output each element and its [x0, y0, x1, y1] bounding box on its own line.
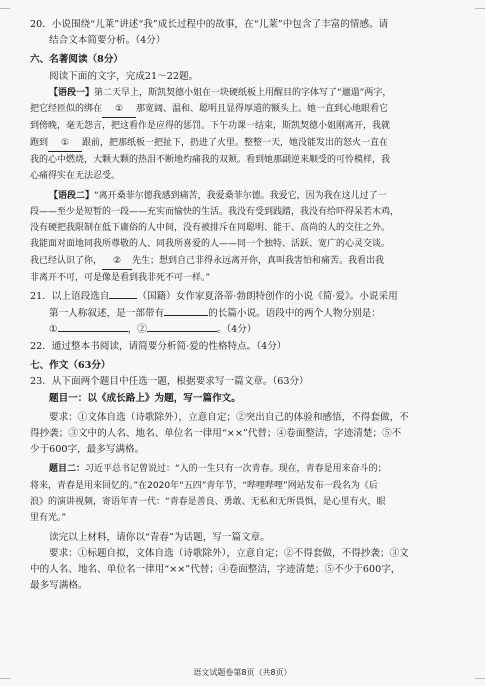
question-21: [30, 289, 455, 338]
passage-2-line: 我已经认识了你，: [30, 255, 103, 266]
passage-2-label: 【语段二】: [49, 190, 95, 201]
character-1-blank[interactable]: [58, 331, 128, 332]
passage-1-line: 到傍晚，毫无怨言，把这看作是应得的惩罚。下午功课一结束，斯凯契德小姐刚离开，我就: [30, 121, 391, 132]
passage-1-line: 第二天早上，斯凯契德小姐在一块硬纸板上用醒目的字体写了“邋遢”两字，: [94, 87, 392, 98]
passage-1-line: 心痛得实在无法忍受。: [30, 171, 121, 182]
blank-1b: ①: [48, 135, 82, 152]
passage-1-line: 跟前，把那纸板一把扯下，扔进了火里。整整一天，她没能发出的怒火一直在: [82, 137, 389, 148]
q20-line2: 结合文本简要分析。（4分）: [49, 35, 166, 47]
topic-2-material: 将来，青春是用来回忆的。”在2020年“五四”青年节，“哔哩哔哩”网站发布一段名为《后: [30, 480, 378, 491]
question-22: 22．通过整本书阅读，请简要分析简·爱的性格特点。（4分）: [30, 340, 287, 352]
q21-text: 第一人称叙述，是一部带有: [49, 307, 165, 319]
passage-1-line: 我的心中燃烧，大颗大颗的热泪不断地灼痛我的双颊。看到她那副逆来顺受的可怜模样，我: [30, 155, 391, 165]
topic-2-label: 题目二：: [49, 464, 86, 475]
passage-2-line: 先生；想到自己非得永远离开你，真叫我害怕和痛苦。我看出我: [132, 255, 385, 266]
crop-mark: [0, 8, 10, 9]
crop-mark: [475, 8, 485, 9]
passage-2-line: 段——至少是短暂的一段——充实而愉快的生活。我没有受到践踏，我没有给吓得呆若木鸡，: [30, 206, 400, 217]
topic-1-requirement: 要求：①文体自选（诗歌除外），立意自定；②突出自己的体验和感悟，不得套做，不: [49, 411, 409, 423]
passage-1-line: 把它经匝似的绑在: [30, 104, 103, 115]
section-7-title: 七、作文（63分）: [30, 360, 111, 372]
topic-2-requirement: 最多写满格。: [30, 580, 88, 592]
topic-2-material: 浪》的演讲视频，寄语年青一代：“青春是善良、勇敢、无私和无所畏惧，是心里有火，眼: [30, 497, 386, 507]
nationality-blank[interactable]: [109, 298, 137, 299]
reading-instructions: 阅读下面的文字，完成21～22题。: [49, 70, 199, 82]
character-2-blank[interactable]: [147, 331, 217, 332]
crop-mark: [475, 678, 485, 679]
topic-2-requirement: 中的人名、地名、单位名一律用“××”代替；④卷面整洁，字迹清楚；⑤不少于600字，: [30, 564, 401, 575]
topic-1-title: 题目一：以《成长路上》为题，写一篇作文。: [49, 392, 241, 404]
page-footer: 语文试题卷第8页（共8页）: [193, 668, 292, 677]
passage-1-line: 那宽阔、温和、聪明且显得厚道的额头上。她一直到心地眼看它: [136, 104, 389, 115]
q21-text: ①: [49, 323, 58, 335]
q21-text: 21．以上语段选自: [30, 291, 110, 303]
passage-2-line: 非离开不可，可是像是看到我非死不可一样。”: [30, 273, 211, 284]
topic-2-prompt: 读完以上材料，请你以“青春”为话题，写一篇文章。: [49, 531, 270, 543]
q21-text: ，②: [127, 323, 147, 335]
topic-2-material: 里有光。”: [30, 513, 67, 524]
topic-2-requirement: 要求：①标题自拟，文体自选（诗歌除外），立意自定；②不得套做，不得抄袭；③文: [49, 547, 409, 559]
q23-intro: 23．从下面两个题目中任选一题，根据要求写一篇文章。（63分）: [30, 376, 309, 388]
passage-1: [30, 85, 455, 185]
passage-1-label: 【语段一】: [49, 87, 95, 98]
passage-2: [30, 188, 455, 287]
topic-1-requirement: 少于600字，最多写满格。: [30, 444, 145, 456]
topic-2-material: 习近平总书记曾说过：“人的一生只有一次青春。现在，青春是用来奋斗的；: [85, 464, 387, 475]
passage-2-line: “离开桑菲尔德我感到痛苦，我爱桑菲尔德。我爱它，因为我在这儿过了一: [94, 190, 387, 201]
q20-line1: 20．小说围绕“儿莱”讲述“我”成长过程中的故事，在“儿莱”中包含了丰富的情感。请: [30, 19, 389, 30]
question-20: [30, 17, 455, 49]
q21-text: 。（4分）: [216, 323, 257, 335]
q21-text: 的长篇小说。语段中的两个人物分别是：: [208, 307, 381, 319]
section-6-title: 六、名著阅读（8分）: [30, 54, 124, 66]
q21-text: （国籍）女作家夏洛蒂·勃朗特创作的小说《简·爱》。小说采用: [137, 291, 398, 303]
passage-1-line: 跑到: [30, 137, 49, 148]
crop-mark: [0, 678, 10, 679]
passage-2-line: 没有硬把我限制在低下庸俗的人中间，没有被排斥在同聪明、能干、高尚的人的交往之外。: [30, 223, 391, 234]
blank-1a: ①: [102, 101, 136, 118]
blank-2: ②: [102, 253, 132, 270]
genre-blank[interactable]: [164, 315, 208, 316]
topic-1-requirement: 得抄袭；③文中的人名、地名、单位名一律用“××”代替；④卷面整洁，字迹清楚；⑤不: [30, 428, 402, 439]
passage-2-line: 我能面对面地同我所尊敬的人、同我所喜爱的人——同一个独特、活跃、宽广的心灵交谈。: [30, 239, 391, 250]
question-23: [30, 374, 455, 594]
